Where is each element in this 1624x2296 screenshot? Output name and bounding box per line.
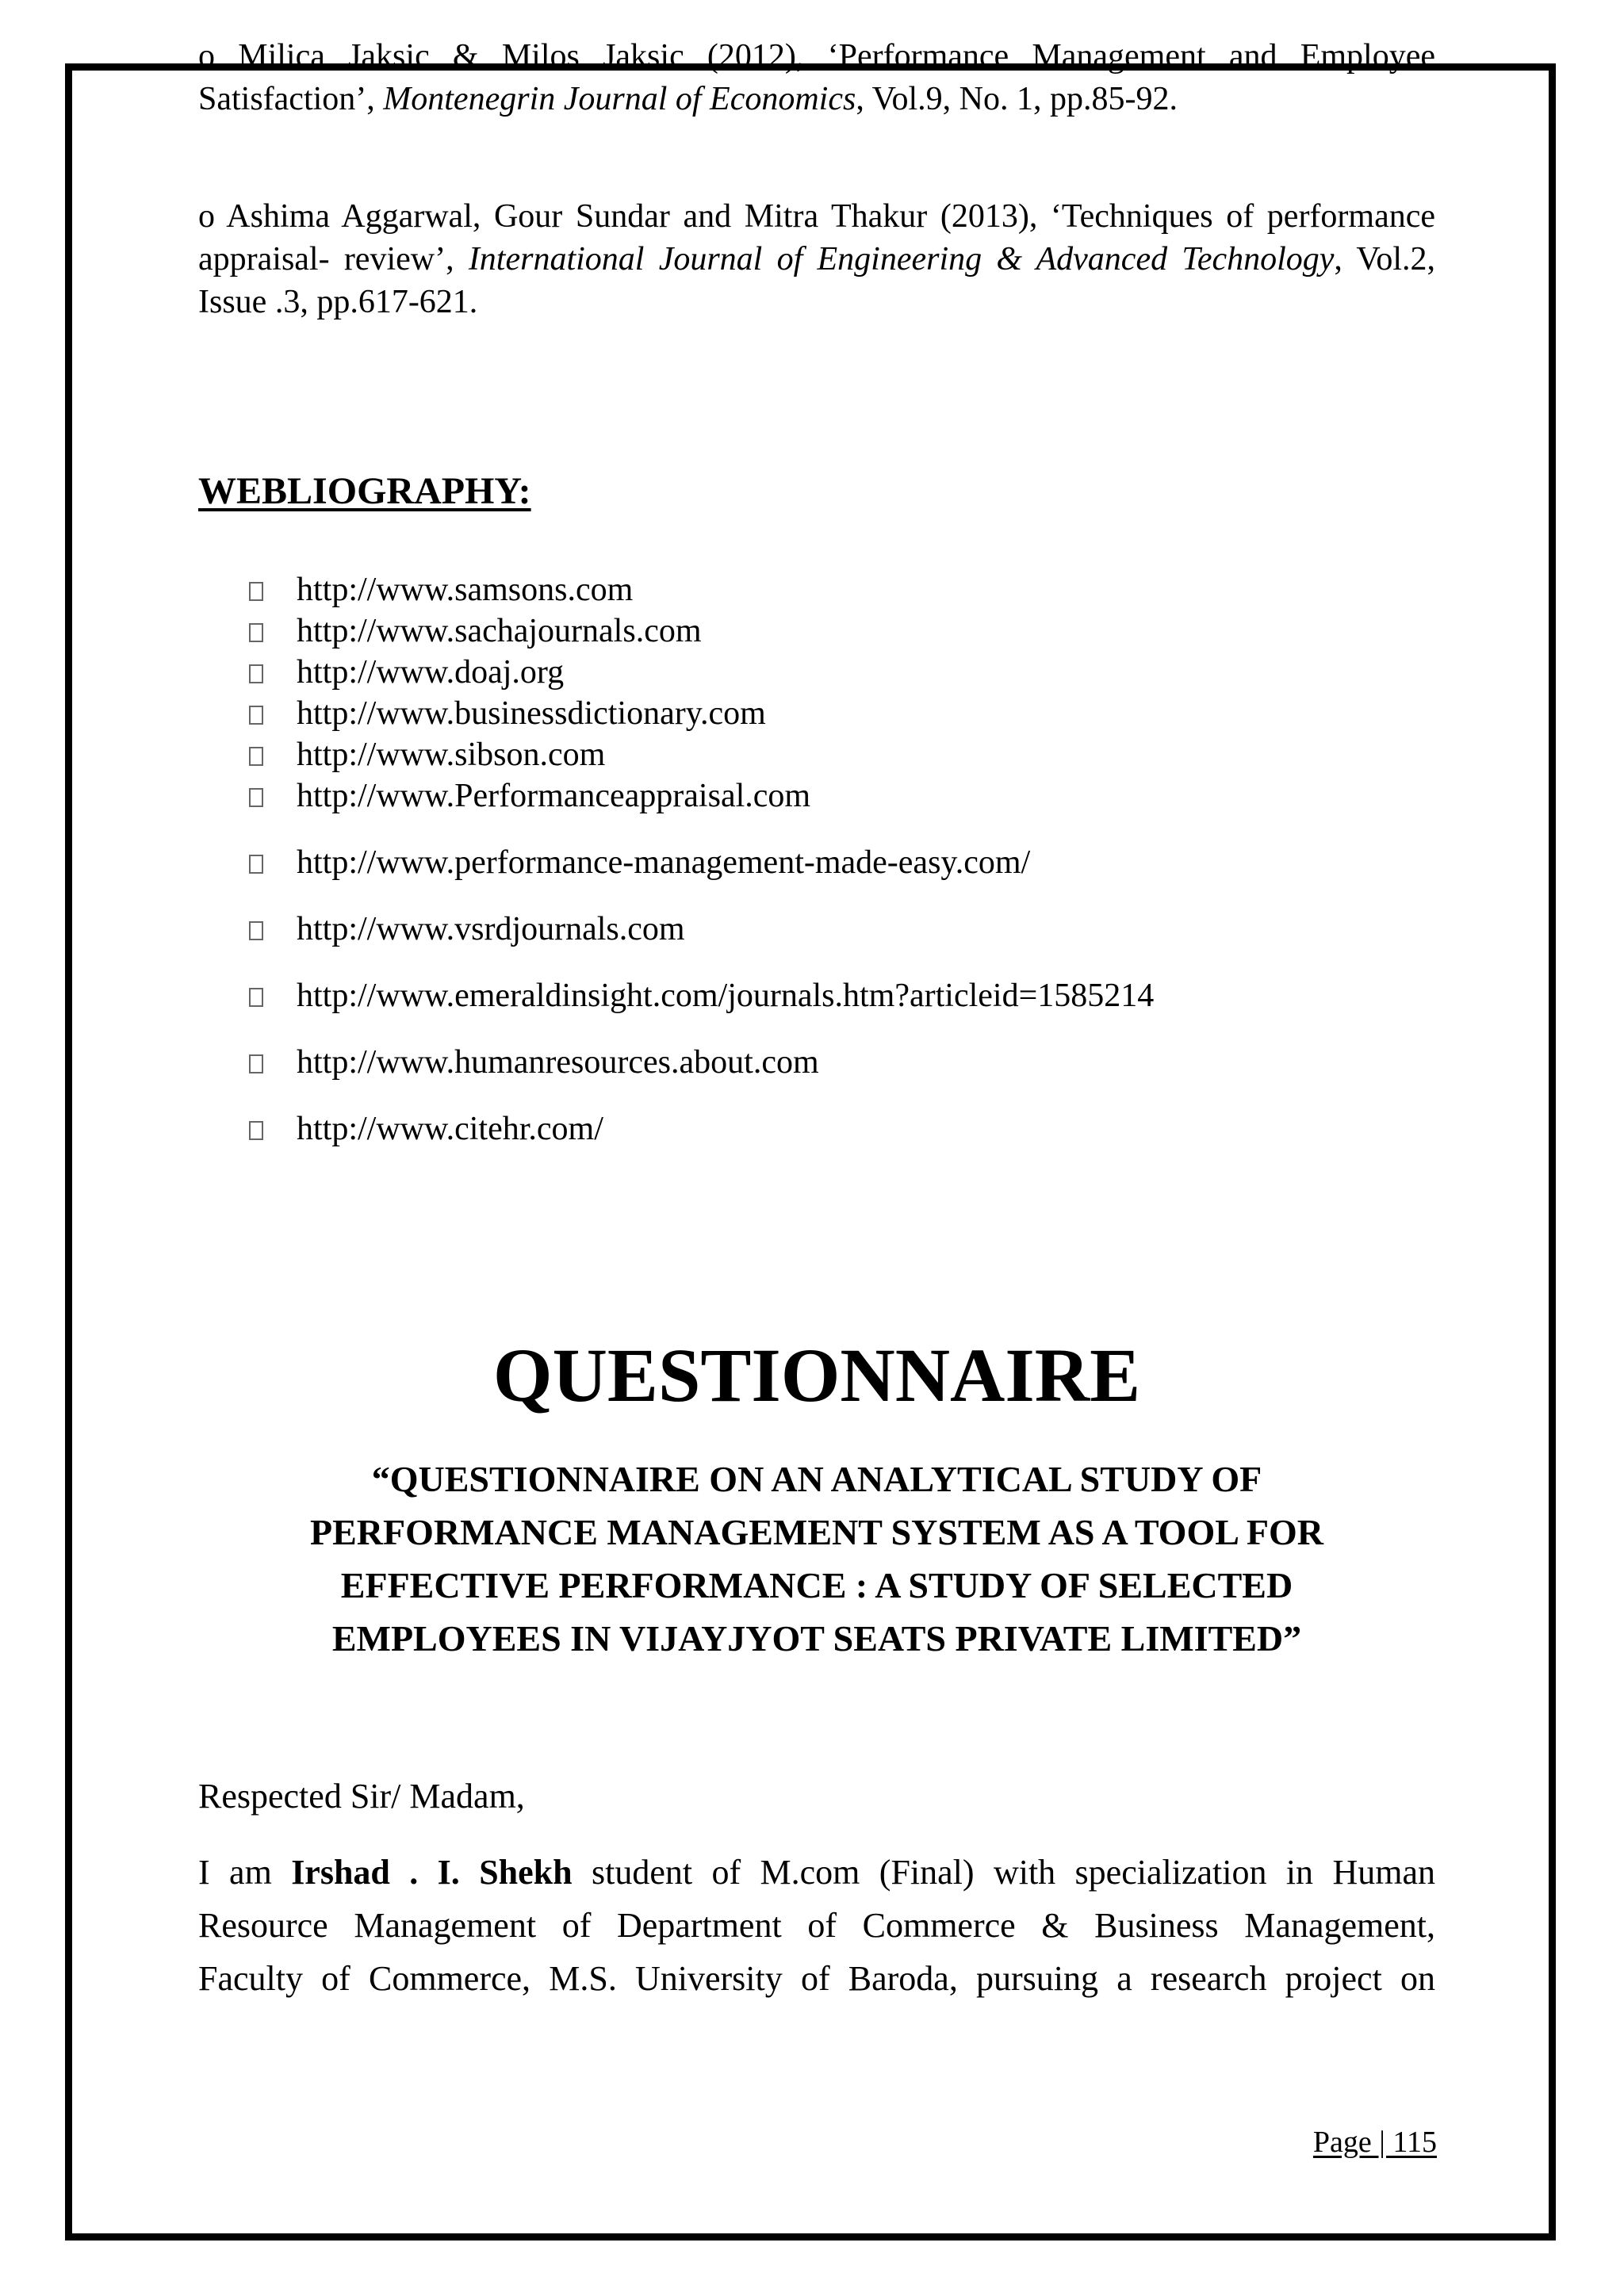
bullet-icon — [249, 855, 263, 874]
salutation: Respected Sir/ Madam, — [198, 1777, 525, 1816]
bullet-icon — [249, 747, 263, 766]
bullet-icon — [249, 623, 263, 642]
reference-item — [198, 35, 1435, 121]
bullet-icon — [249, 921, 263, 940]
subtitle-line: PERFORMANCE MANAGEMENT SYSTEM AS A TOOL FOR — [310, 1512, 1323, 1552]
webliography-link[interactable]: http://www.humanresources.about.com — [297, 1044, 819, 1081]
reference-journal: International Journal of Engineering & Advanced Technology — [468, 241, 1335, 277]
reference-journal: Montenegrin Journal of Economics — [383, 81, 856, 117]
webliography-link[interactable]: http://www.doaj.org — [297, 654, 565, 691]
subtitle-line: EFFECTIVE PERFORMANCE : A STUDY OF SELECTED — [340, 1565, 1293, 1605]
questionnaire-subtitle — [198, 1452, 1435, 1665]
subtitle-line: “QUESTIONNAIRE ON AN ANALYTICAL STUDY OF — [371, 1459, 1262, 1499]
bullet-icon — [249, 664, 263, 683]
intro-paragraph — [198, 1846, 1435, 2005]
reference-prefix: o Ashima Aggarwal, Gour Sundar and Mitra Thakur (2013), ‘Techniques of performance appraisal- review’, — [198, 198, 1435, 277]
page-number: Page | 115 — [1312, 2126, 1437, 2159]
bullet-icon — [249, 788, 263, 807]
student-name: Irshad . I. Shekh — [291, 1853, 573, 1892]
webliography-link[interactable]: http://www.sibson.com — [297, 737, 606, 773]
intro-lead: I am — [198, 1853, 292, 1892]
webliography-link[interactable]: http://www.vsrdjournals.com — [297, 911, 685, 947]
webliography-link[interactable]: http://www.Performanceappraisal.com — [297, 778, 811, 814]
reference-item — [198, 195, 1435, 323]
webliography-link[interactable]: http://www.emeraldinsight.com/journals.htm?articleid=1585214 — [297, 978, 1155, 1014]
bullet-icon — [249, 988, 263, 1007]
bullet-icon — [249, 706, 263, 725]
webliography-heading: WEBLIOGRAPHY: — [198, 470, 531, 512]
subtitle-line: EMPLOYEES IN VIJAYJYOT SEATS PRIVATE LIMITED” — [331, 1618, 1302, 1659]
reference-suffix: , Vol.9, No. 1, pp.85-92. — [856, 81, 1178, 117]
bullet-icon — [249, 1054, 263, 1073]
webliography-link[interactable]: http://www.businessdictionary.com — [297, 695, 766, 732]
bullet-icon — [249, 1121, 263, 1140]
webliography-link[interactable]: http://www.citehr.com/ — [297, 1111, 603, 1147]
reference-suffix: , Vol.2, Issue .3, pp.617-621. — [198, 241, 1435, 320]
intro-line: Faculty of Commerce, M.S. University of Baroda, pursuing a research project on — [198, 1959, 1435, 1998]
webliography-link[interactable]: http://www.performance-management-made-easy.com/ — [297, 844, 1031, 881]
bullet-icon — [249, 582, 263, 601]
intro-line — [198, 1846, 1435, 1899]
intro-line: Resource Management of Department of Commerce & Business Management, — [198, 1906, 1435, 1945]
reference-prefix: o Milica Jaksic & Milos Jaksic (2012), ‘Performance Management and Employee Satisfaction’, — [198, 38, 1435, 117]
webliography-link[interactable]: http://www.sachajournals.com — [297, 613, 702, 649]
questionnaire-title: QUESTIONNAIRE — [492, 1333, 1141, 1418]
webliography-link[interactable]: http://www.samsons.com — [297, 572, 634, 608]
intro-line1-rest: student of M.com (Final) with specialization in Human — [572, 1853, 1435, 1892]
